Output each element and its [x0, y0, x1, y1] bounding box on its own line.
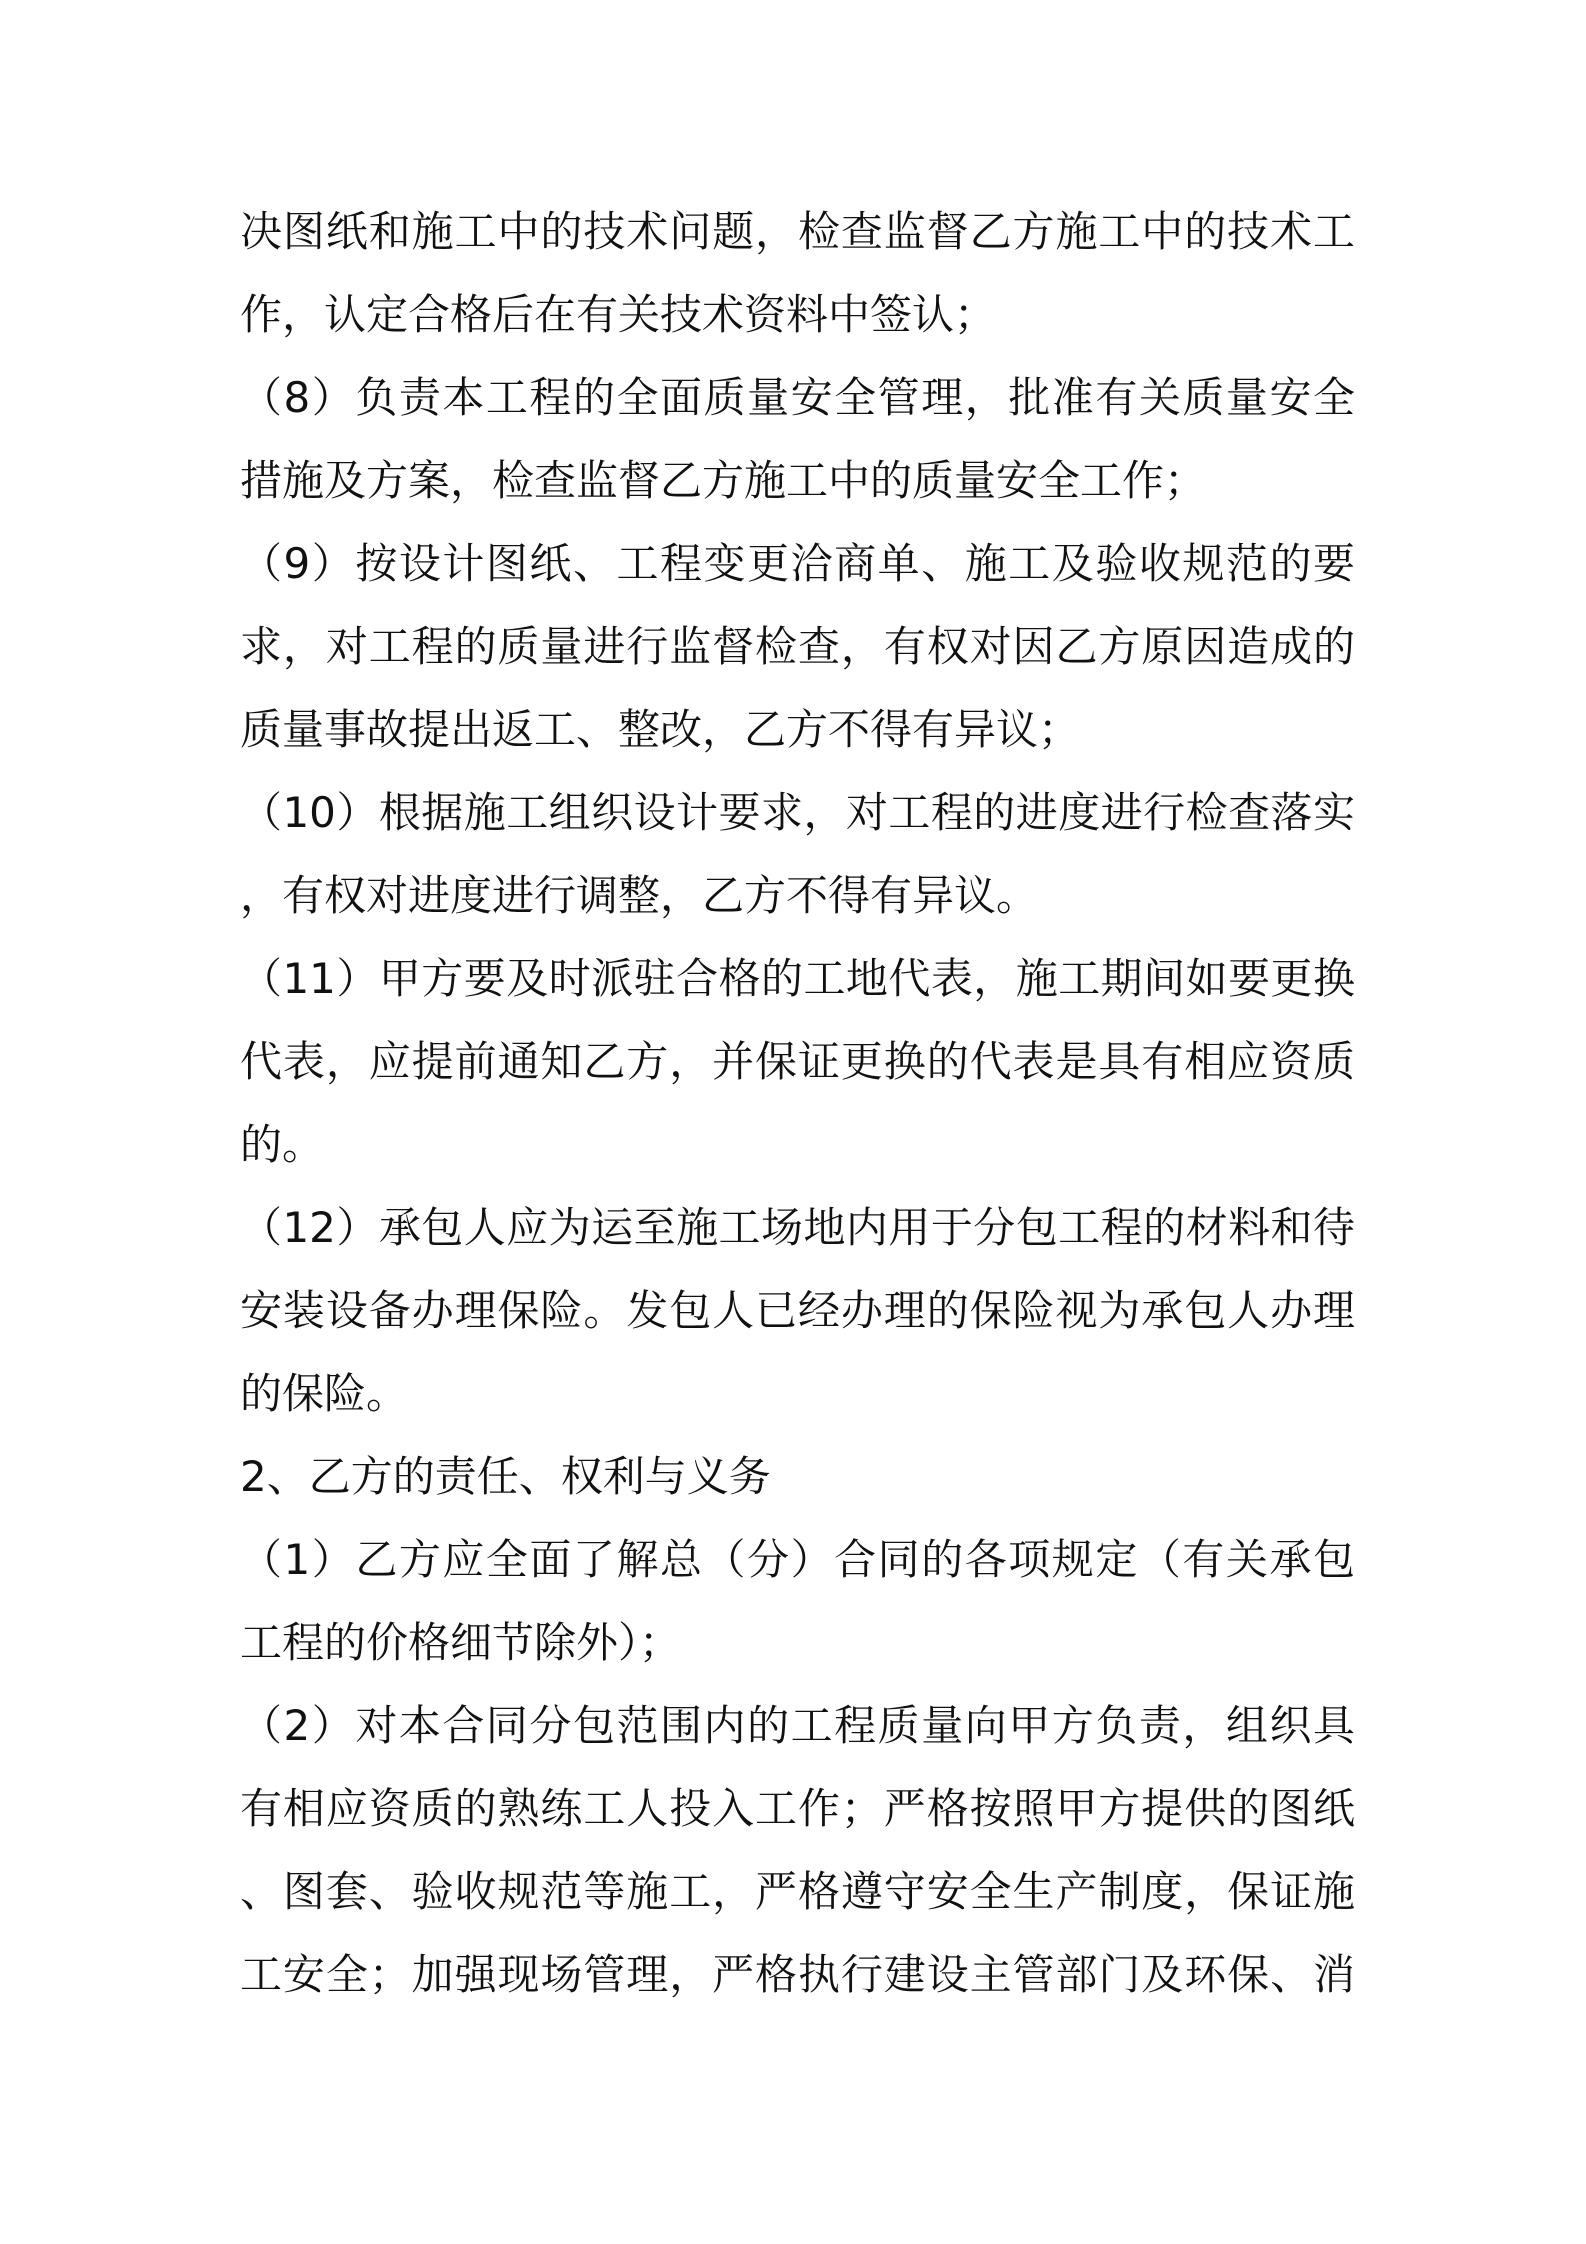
text-line: 工安全；加强现场管理，严格执行建设主管部门及环保、消 — [240, 1950, 1355, 1999]
section-heading: 2、乙方的责任、权利与义务 — [240, 1452, 771, 1501]
text-line: （2）对本合同分包范围内的工程质量向甲方负责，组织具 — [240, 1701, 1355, 1750]
text-line: 求，对工程的质量进行监督检查，有权对因乙方原因造成的 — [240, 622, 1355, 671]
text-line: 质量事故提出返工、整改，乙方不得有异议； — [240, 705, 1081, 754]
text-line: 工程的价格细节除外）； — [240, 1618, 682, 1667]
text-line: 代表，应提前通知乙方，并保证更换的代表是具有相应资质 — [240, 1037, 1355, 1086]
text-line: （9）按设计图纸、工程变更洽商单、施工及验收规范的要 — [240, 539, 1355, 588]
text-line: （1）乙方应全面了解总（分）合同的各项规定（有关承包 — [240, 1535, 1355, 1584]
text-line: （11）甲方要及时派驻合格的工地代表，施工期间如要更换 — [240, 954, 1355, 1003]
text-line: 作，认定合格后在有关技术资料中签认； — [240, 290, 997, 339]
text-line: ，有权对进度进行调整，乙方不得有异议。 — [240, 871, 1039, 920]
text-line: （12）承包人应为运至施工场地内用于分包工程的材料和待 — [240, 1203, 1355, 1252]
text-line: 措施及方案，检查监督乙方施工中的质量安全工作； — [240, 456, 1207, 505]
body-text — [240, 190, 1355, 2016]
text-line: （8）负责本工程的全面质量安全管理，批准有关质量安全 — [240, 373, 1355, 422]
text-line: 的。 — [240, 1120, 325, 1169]
text-line: 决图纸和施工中的技术问题，检查监督乙方施工中的技术工 — [240, 207, 1355, 256]
text-line: 有相应资质的熟练工人投入工作；严格按照甲方提供的图纸 — [240, 1784, 1355, 1833]
text-line: 、图套、验收规范等施工，严格遵守安全生产制度，保证施 — [240, 1867, 1355, 1916]
text-line: 的保险。 — [240, 1369, 409, 1418]
text-line: 安装设备办理保险。发包人已经办理的保险视为承包人办理 — [240, 1286, 1355, 1335]
text-line: （10）根据施工组织设计要求，对工程的进度进行检查落实 — [240, 788, 1355, 837]
